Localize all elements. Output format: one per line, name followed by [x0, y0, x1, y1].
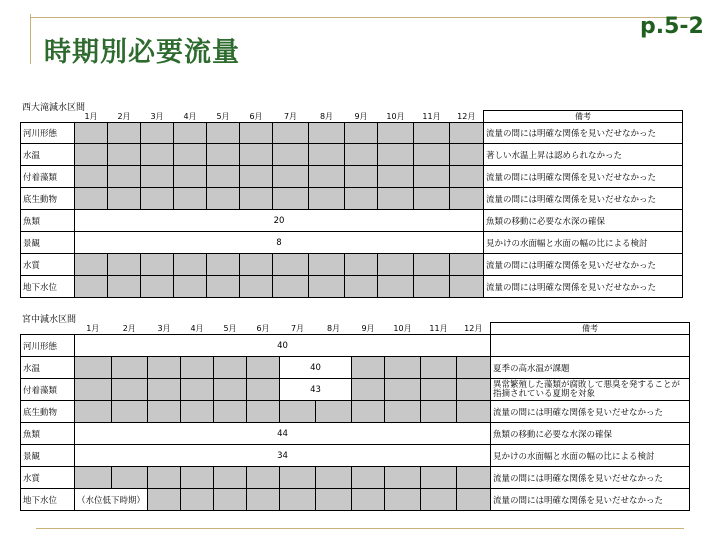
month-header: 6月 — [247, 323, 280, 335]
row-label: 魚類 — [21, 210, 75, 232]
month-header: 9月 — [345, 111, 378, 123]
month-header: 1月 — [75, 111, 108, 123]
period-cell — [141, 144, 174, 166]
table-row — [21, 467, 690, 489]
row-label: 魚類 — [21, 423, 75, 445]
period-cell — [240, 144, 273, 166]
bottom-divider — [36, 528, 684, 529]
period-cell — [207, 123, 240, 144]
period-cell — [181, 357, 214, 379]
period-cell — [414, 123, 450, 144]
period-cell — [450, 166, 484, 188]
period-cell — [247, 489, 280, 511]
period-cell — [378, 254, 414, 276]
month-header: 9月 — [352, 323, 385, 335]
period-cell — [181, 379, 214, 401]
row-label: 河川形態 — [21, 335, 75, 357]
period-cell — [414, 254, 450, 276]
period-cell — [385, 489, 421, 511]
row-note: 異常繁殖した藻類が腐敗して悪臭を発することが指摘されている夏期を対象 — [491, 379, 690, 401]
row-label: 付着藻類 — [21, 166, 75, 188]
month-header: 10月 — [385, 323, 421, 335]
month-header: 10月 — [378, 111, 414, 123]
period-cell — [141, 254, 174, 276]
period-cell — [309, 166, 345, 188]
period-cell — [247, 357, 280, 379]
period-cell — [181, 467, 214, 489]
period-cell — [174, 144, 207, 166]
period-cell — [352, 401, 385, 423]
row-note: 流量の間には明確な関係を見いだせなかった — [484, 166, 683, 188]
table-row — [21, 379, 690, 401]
period-cell — [378, 276, 414, 298]
table-row — [21, 423, 690, 445]
period-cell — [148, 357, 181, 379]
period-cell — [345, 254, 378, 276]
flow-value: 44 — [75, 423, 491, 445]
page-number: p.5-2 — [640, 14, 704, 39]
period-cell — [280, 489, 316, 511]
row-note: 見かけの水面幅と水面の幅の比による検討 — [484, 232, 683, 254]
period-cell — [378, 144, 414, 166]
row-label: 水質 — [21, 254, 75, 276]
period-cell — [385, 467, 421, 489]
month-header: 3月 — [148, 323, 181, 335]
period-cell — [247, 379, 280, 401]
period-cell — [240, 123, 273, 144]
period-cell — [450, 144, 484, 166]
month-header: 5月 — [207, 111, 240, 123]
page-title: 時期別必要流量 — [44, 37, 240, 68]
period-cell — [345, 188, 378, 210]
period-cell — [141, 166, 174, 188]
month-header: 2月 — [111, 323, 148, 335]
period-cell — [345, 166, 378, 188]
row-label: 地下水位 — [21, 489, 75, 511]
period-cell — [273, 166, 309, 188]
row-label: 付着藻類 — [21, 379, 75, 401]
flow-table-miyanaka — [20, 322, 690, 511]
flow-value: 8 — [75, 232, 484, 254]
month-header: 12月 — [457, 323, 491, 335]
table-row — [21, 276, 683, 298]
table-row — [21, 445, 690, 467]
row-note: 流量の間には明確な関係を見いだせなかった — [484, 276, 683, 298]
month-header: 11月 — [414, 111, 450, 123]
period-cell — [111, 467, 148, 489]
row-label: 水質 — [21, 467, 75, 489]
period-cell — [148, 401, 181, 423]
period-cell — [108, 276, 141, 298]
period-cell — [181, 489, 214, 511]
flow-table-nishiotaki — [20, 110, 683, 298]
period-cell — [75, 188, 108, 210]
row-label: 景観 — [21, 232, 75, 254]
period-cell — [352, 357, 385, 379]
period-cell — [108, 144, 141, 166]
period-cell — [345, 123, 378, 144]
row-note: 流量の間には明確な関係を見いだせなかった — [484, 188, 683, 210]
period-cell — [316, 489, 352, 511]
period-cell — [414, 144, 450, 166]
period-cell — [309, 144, 345, 166]
row-label: 水温 — [21, 357, 75, 379]
period-cell — [111, 401, 148, 423]
row-note: 魚類の移動に必要な水深の確保 — [484, 210, 683, 232]
row-note: 流量の間には明確な関係を見いだせなかった — [484, 254, 683, 276]
period-cell — [240, 166, 273, 188]
period-cell — [108, 188, 141, 210]
period-cell — [207, 276, 240, 298]
period-cell — [75, 467, 112, 489]
period-cell — [273, 144, 309, 166]
row-note: 流量の間には明確な関係を見いだせなかった — [491, 489, 690, 511]
month-header: 4月 — [181, 323, 214, 335]
month-header: 6月 — [240, 111, 273, 123]
table-row — [21, 254, 683, 276]
flow-value: 34 — [75, 445, 491, 467]
groundwater-period: （水位低下時期） — [75, 489, 148, 511]
month-header: 8月 — [316, 323, 352, 335]
row-label: 地下水位 — [21, 276, 75, 298]
month-header: 12月 — [450, 111, 484, 123]
period-cell — [378, 166, 414, 188]
period-cell — [385, 379, 421, 401]
month-header: 5月 — [214, 323, 247, 335]
table-row — [21, 489, 690, 511]
row-note: 見かけの水面幅と水面の幅の比による検討 — [491, 445, 690, 467]
period-cell — [273, 123, 309, 144]
period-cell — [207, 144, 240, 166]
flow-value: 43 — [280, 379, 352, 401]
period-cell — [148, 467, 181, 489]
row-note: 流量の間には明確な関係を見いだせなかった — [491, 467, 690, 489]
period-cell — [345, 276, 378, 298]
period-cell — [214, 379, 247, 401]
row-label: 底生動物 — [21, 188, 75, 210]
period-cell — [457, 489, 491, 511]
period-cell — [457, 379, 491, 401]
period-cell — [108, 123, 141, 144]
month-header: 7月 — [273, 111, 309, 123]
table-row — [21, 210, 683, 232]
period-cell — [75, 166, 108, 188]
month-header: 11月 — [421, 323, 457, 335]
row-note: 流量の間には明確な関係を見いだせなかった — [491, 401, 690, 423]
row-label: 景観 — [21, 445, 75, 467]
table-row — [21, 144, 683, 166]
period-cell — [414, 276, 450, 298]
period-cell — [378, 188, 414, 210]
period-cell — [309, 188, 345, 210]
period-cell — [148, 489, 181, 511]
month-header: 3月 — [141, 111, 174, 123]
period-cell — [316, 401, 352, 423]
period-cell — [247, 401, 280, 423]
period-cell — [174, 166, 207, 188]
period-cell — [450, 276, 484, 298]
period-cell — [207, 254, 240, 276]
month-header: 1月 — [75, 323, 112, 335]
flow-value: 40 — [280, 357, 352, 379]
row-note: 流量の間には明確な関係を見いだせなかった — [484, 123, 683, 144]
period-cell — [214, 401, 247, 423]
notes-header: 備考 — [491, 323, 690, 335]
period-cell — [207, 188, 240, 210]
period-cell — [450, 123, 484, 144]
section-label-miyanaka: 宮中減水区間 — [22, 315, 77, 325]
month-header: 8月 — [309, 111, 345, 123]
period-cell — [141, 123, 174, 144]
period-cell — [75, 357, 112, 379]
period-cell — [414, 166, 450, 188]
table-row — [21, 335, 690, 357]
month-header: 7月 — [280, 323, 316, 335]
period-cell — [421, 489, 457, 511]
table-row — [21, 166, 683, 188]
table-row — [21, 232, 683, 254]
period-cell — [309, 254, 345, 276]
period-cell — [111, 379, 148, 401]
row-label: 底生動物 — [21, 401, 75, 423]
period-cell — [378, 123, 414, 144]
period-cell — [75, 379, 112, 401]
period-cell — [457, 357, 491, 379]
period-cell — [421, 379, 457, 401]
corner-cell — [21, 323, 75, 335]
corner-cell — [21, 111, 75, 123]
period-cell — [240, 276, 273, 298]
period-cell — [345, 144, 378, 166]
row-note — [491, 335, 690, 357]
notes-header: 備考 — [484, 111, 683, 123]
period-cell — [421, 357, 457, 379]
period-cell — [457, 401, 491, 423]
period-cell — [309, 276, 345, 298]
table-row — [21, 123, 683, 144]
period-cell — [214, 467, 247, 489]
period-cell — [214, 489, 247, 511]
period-cell — [214, 357, 247, 379]
period-cell — [75, 401, 112, 423]
period-cell — [108, 166, 141, 188]
period-cell — [352, 379, 385, 401]
period-cell — [108, 254, 141, 276]
period-cell — [207, 166, 240, 188]
period-cell — [174, 276, 207, 298]
period-cell — [240, 254, 273, 276]
period-cell — [352, 489, 385, 511]
period-cell — [174, 123, 207, 144]
period-cell — [450, 188, 484, 210]
period-cell — [457, 467, 491, 489]
period-cell — [75, 276, 108, 298]
table-row — [21, 357, 690, 379]
period-cell — [174, 254, 207, 276]
table-row — [21, 188, 683, 210]
flow-value: 20 — [75, 210, 484, 232]
period-cell — [111, 357, 148, 379]
period-cell — [414, 188, 450, 210]
period-cell — [421, 467, 457, 489]
decor-vertical-line — [30, 14, 31, 64]
table-header-row — [21, 111, 683, 123]
period-cell — [316, 467, 352, 489]
period-cell — [385, 401, 421, 423]
section-label-nishiotaki: 西大滝減水区間 — [22, 103, 86, 113]
period-cell — [273, 188, 309, 210]
period-cell — [240, 188, 273, 210]
period-cell — [280, 467, 316, 489]
period-cell — [174, 188, 207, 210]
row-note: 著しい水温上昇は認められなかった — [484, 144, 683, 166]
period-cell — [273, 276, 309, 298]
period-cell — [280, 401, 316, 423]
period-cell — [141, 276, 174, 298]
period-cell — [450, 254, 484, 276]
row-label: 河川形態 — [21, 123, 75, 144]
table-row — [21, 401, 690, 423]
row-label: 水温 — [21, 144, 75, 166]
period-cell — [247, 467, 280, 489]
row-note: 魚類の移動に必要な水深の確保 — [491, 423, 690, 445]
period-cell — [75, 144, 108, 166]
table-header-row — [21, 323, 690, 335]
decor-horizontal-line — [30, 17, 690, 18]
period-cell — [273, 254, 309, 276]
period-cell — [309, 123, 345, 144]
month-header: 2月 — [108, 111, 141, 123]
period-cell — [385, 357, 421, 379]
period-cell — [148, 379, 181, 401]
month-header: 4月 — [174, 111, 207, 123]
period-cell — [421, 401, 457, 423]
flow-value: 40 — [75, 335, 491, 357]
period-cell — [75, 123, 108, 144]
row-note: 夏季の高水温が課題 — [491, 357, 690, 379]
period-cell — [181, 401, 214, 423]
period-cell — [141, 188, 174, 210]
period-cell — [75, 254, 108, 276]
period-cell — [352, 467, 385, 489]
